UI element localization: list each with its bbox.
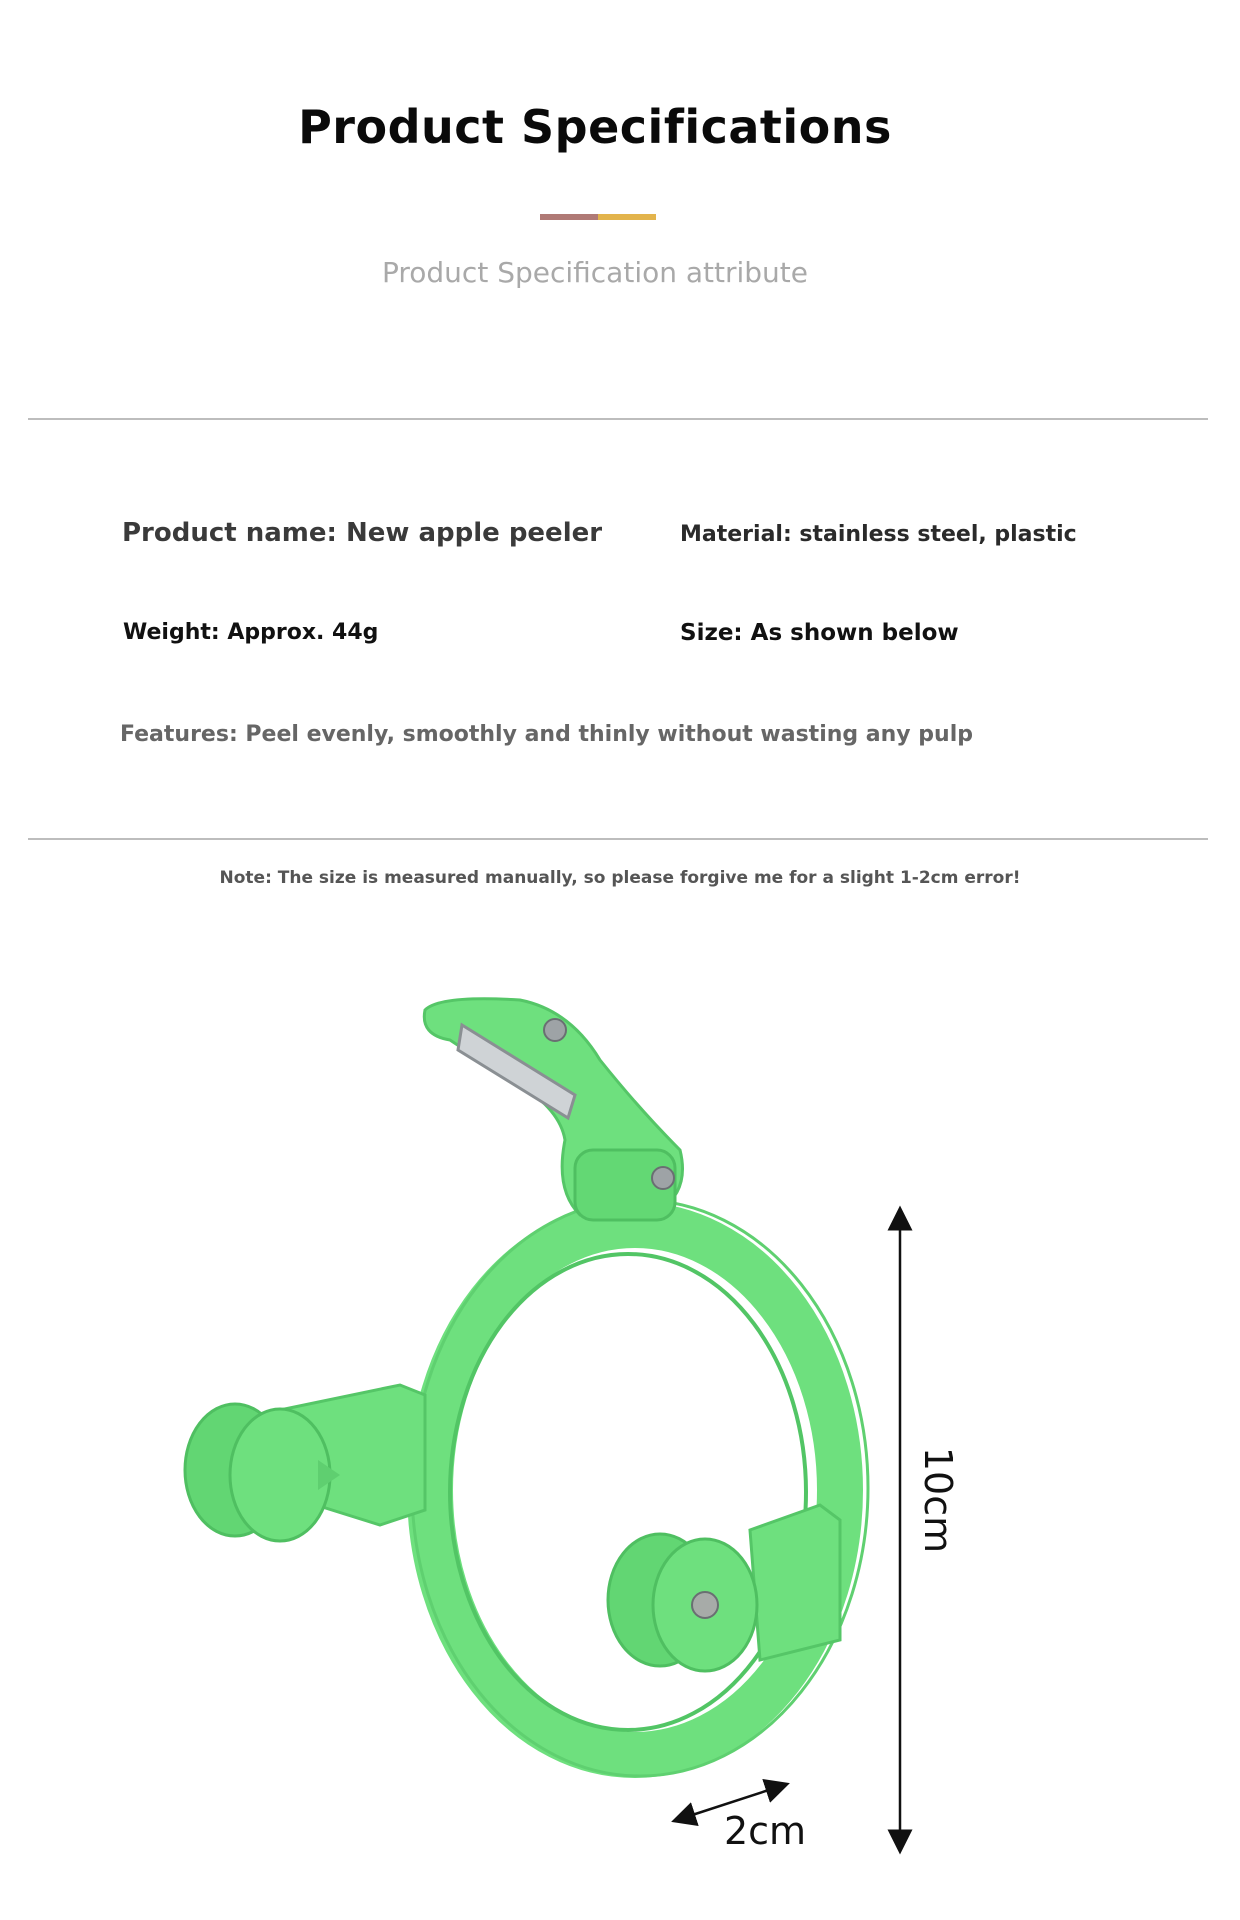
peeler-ring [430,1225,840,1755]
right-roller-screw [692,1592,718,1618]
spec-material: Material: stainless steel, plastic [680,522,1077,547]
divider-bottom [28,838,1208,840]
page-title: Product Specifications [298,100,892,154]
divider-top [28,418,1208,420]
spec-features: Features: Peel evenly, smoothly and thinly without wasting any pulp [120,722,974,747]
blade-screw-top [544,1019,566,1041]
spec-product-name: Product name: New apple peeler [122,518,603,548]
spec-weight: Weight: Approx. 44g [123,620,379,645]
right-arm [750,1505,840,1660]
apple-peeler-image [185,999,868,1776]
height-label: 10cm [916,1446,960,1554]
page-subtitle: Product Specification attribute [381,256,808,289]
product-figure [0,960,1240,1860]
spec-size: Size: As shown below [680,620,959,646]
blade-screw-bottom [652,1167,674,1189]
left-roller-front [230,1409,330,1541]
title-accent-right [598,214,656,220]
title-accent-left [540,214,598,220]
width-label: 2cm [723,1809,807,1853]
measurement-note: Note: The size is measured manually, so please forgive me for a slight 1-2cm error! [219,868,1021,888]
